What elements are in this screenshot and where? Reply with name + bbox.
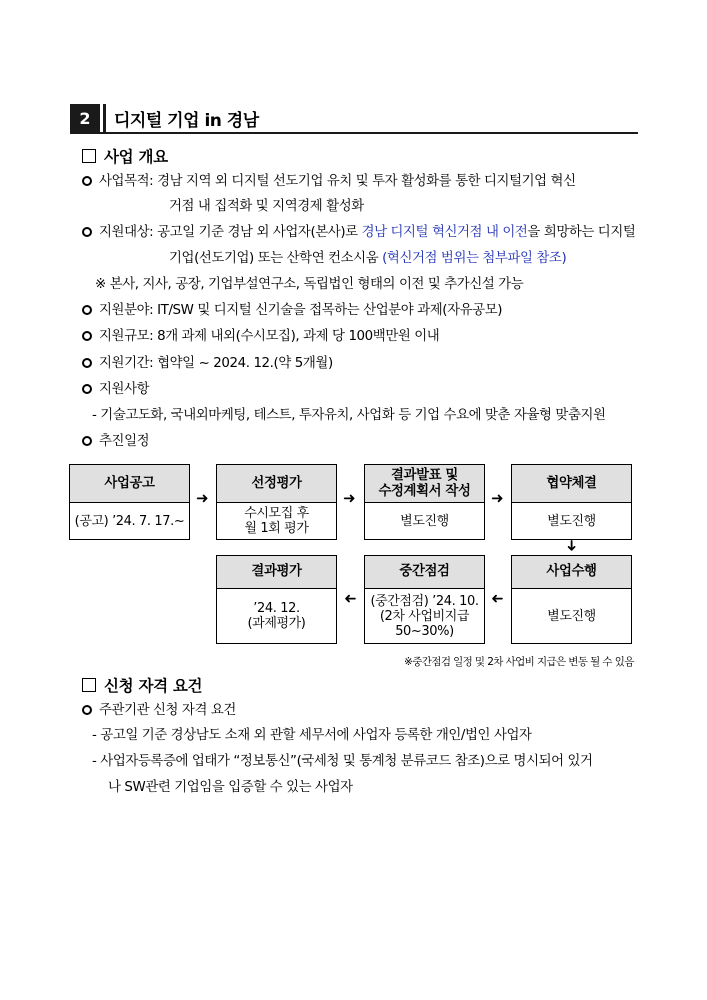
eligibility-heading-text: 신청 자격 요건 xyxy=(104,677,203,695)
target-highlight: 경남 디지털 혁신거점 내 이전 xyxy=(361,225,528,240)
arrow-down-icon: ➜ xyxy=(562,539,581,552)
bullet-icon xyxy=(82,227,92,237)
flow-step-detail: 별도진행 xyxy=(547,513,596,529)
support-items: - 기술고도화, 국내외마케팅, 테스트, 투자유치, 사업화 등 기업 수요에 맞춘 자율형 맞춤지원 xyxy=(92,408,606,423)
eligibility-item-label: 주관기관 신청 자격 요건 xyxy=(99,703,236,718)
flow-step-title: 사업공고 xyxy=(70,465,189,503)
field-line xyxy=(82,302,502,320)
target-line2 xyxy=(169,250,566,268)
eligibility-line2: - 사업자등록증에 업태가 “정보통신”(국세청 및 통계청 분류코드 참조)으로 명시되어 있거 xyxy=(92,754,593,769)
bullet-icon xyxy=(82,384,92,394)
purpose-line1 xyxy=(82,173,576,191)
purpose-text: 경남 지역 외 디지털 선도기업 유치 및 투자 활성화를 통한 디지털기업 혁신 xyxy=(157,174,576,189)
purpose-label: 사업목적: xyxy=(99,174,154,189)
bullet-icon xyxy=(82,705,92,715)
flow-step-detail: (중간점검) ’24. 10. (2차 사업비지급 50~30%) xyxy=(370,593,479,639)
eligibility-item xyxy=(82,702,236,720)
flow-step-title: 협약체결 xyxy=(512,465,631,503)
eligibility-line3: 나 SW관련 기업임을 입증할 수 있는 사업자 xyxy=(108,780,353,795)
square-box-icon xyxy=(82,149,96,163)
flow-step-title: 결과발표 및 수정계획서 작성 xyxy=(365,465,484,503)
flow-step-selection xyxy=(216,464,337,540)
section-number: 2 xyxy=(70,104,100,133)
flow-step-title: 선정평가 xyxy=(217,465,336,503)
bullet-icon xyxy=(82,436,92,446)
target-line2-highlight: (혁신거점 범위는 첨부파일 참조) xyxy=(382,251,567,266)
flow-step-title: 사업수행 xyxy=(512,556,631,589)
arrow-right-icon: ➜ xyxy=(196,489,209,507)
overview-heading-text: 사업 개요 xyxy=(104,148,168,166)
support-label-line xyxy=(82,381,149,399)
schedule-label-line xyxy=(82,433,149,451)
flow-step-midterm xyxy=(364,555,485,644)
bullet-icon xyxy=(82,331,92,341)
period-text: 지원기간: 협약일 ~ 2024. 12.(약 5개월) xyxy=(99,356,333,371)
flow-step-title: 결과평가 xyxy=(217,556,336,589)
flow-step-detail: 별도진행 xyxy=(547,608,596,624)
target-note: ※ 본사, 지사, 공장, 기업부설연구소, 독립법인 형태의 이전 및 추가신설 가능 xyxy=(95,277,524,292)
field-text: 지원분야: IT/SW 및 디지털 신기술을 접목하는 산업분야 과제(자유공모) xyxy=(99,303,503,318)
target-line1 xyxy=(82,224,635,242)
flow-step-title: 중간점검 xyxy=(365,556,484,589)
flow-step-detail: 수시모집 후 월 1회 평가 xyxy=(244,506,309,536)
section-divider xyxy=(103,104,106,133)
scale-line xyxy=(82,328,439,346)
flow-step-final-eval xyxy=(216,555,337,644)
section-underline xyxy=(70,132,638,134)
arrow-right-icon: ➜ xyxy=(491,489,504,507)
eligibility-heading xyxy=(82,674,202,696)
bullet-icon xyxy=(82,176,92,186)
overview-heading xyxy=(82,145,168,167)
arrow-left-icon: ➜ xyxy=(344,590,357,608)
target-text: 공고일 기준 경남 외 사업자(본사)로 xyxy=(157,225,362,240)
bullet-icon xyxy=(82,305,92,315)
square-box-icon xyxy=(82,678,96,692)
schedule-note: ※중간점검 일정 및 2차 사업비 지급은 변동 될 수 있음 xyxy=(404,656,634,668)
target-label: 지원대상: xyxy=(99,225,154,240)
flow-step-announcement xyxy=(69,464,190,540)
purpose-line2: 거점 내 집적화 및 지역경제 활성화 xyxy=(169,199,364,214)
period-line xyxy=(82,355,333,373)
arrow-right-icon: ➜ xyxy=(343,489,356,507)
flow-step-results xyxy=(364,464,485,540)
schedule-label: 추진일정 xyxy=(99,434,150,449)
target-text-end: 을 희망하는 디지털 xyxy=(527,225,636,240)
flow-step-execution xyxy=(511,555,632,644)
target-line2-text: 기업(선도기업) 또는 산학연 컨소시움 xyxy=(169,251,383,266)
section-title: 디지털 기업 in 경남 xyxy=(114,111,259,131)
flow-step-detail: (공고) ’24. 7. 17.~ xyxy=(74,513,185,529)
flow-step-agreement xyxy=(511,464,632,540)
flow-step-detail: 별도진행 xyxy=(400,513,449,529)
arrow-left-icon: ➜ xyxy=(491,590,504,608)
bullet-icon xyxy=(82,358,92,368)
scale-text: 지원규모: 8개 과제 내외(수시모집), 과제 당 100백만원 이내 xyxy=(99,329,440,344)
eligibility-line1: - 공고일 기준 경상남도 소재 외 관할 세무서에 사업자 등록한 개인/법인 사업자 xyxy=(92,728,532,743)
support-label: 지원사항 xyxy=(99,382,150,397)
flow-step-detail: ’24. 12. (과제평가) xyxy=(247,601,306,631)
